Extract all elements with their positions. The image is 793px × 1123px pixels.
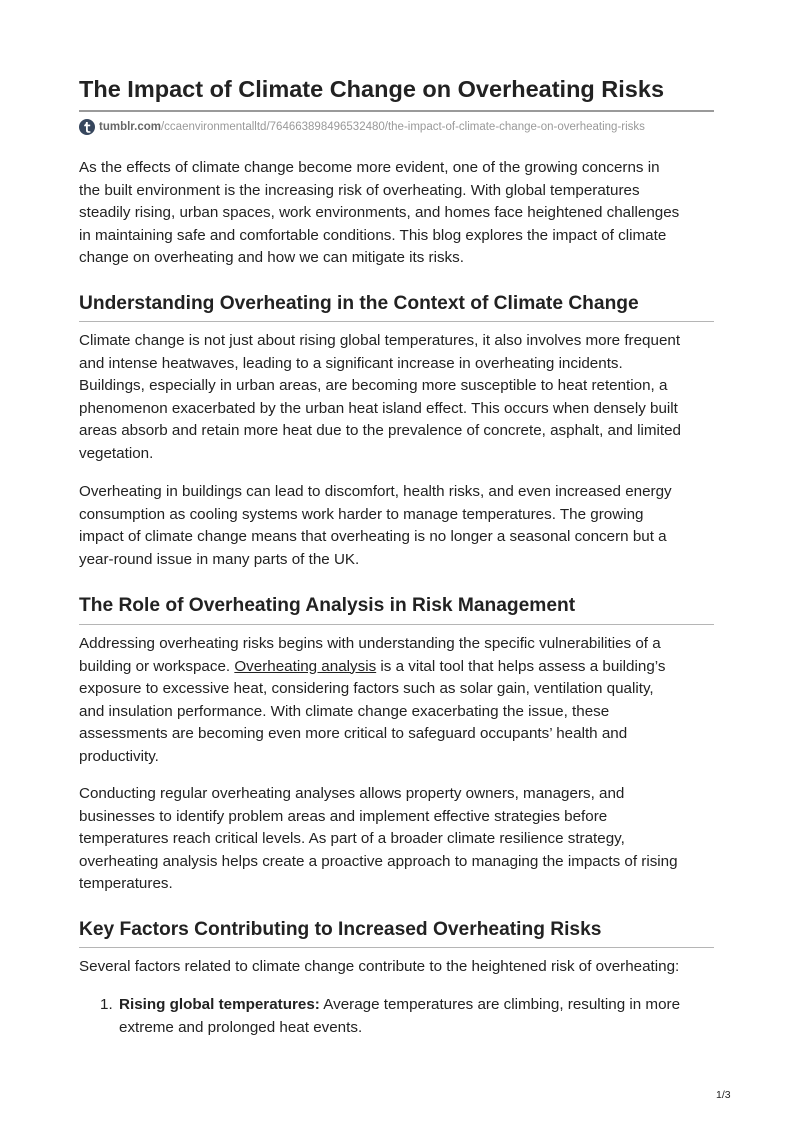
text-line: Addressing overheating risks begins with understanding the specific vulnerabilities of a — [79, 635, 661, 652]
text-line: in maintaining safe and comfortable conditions. This blog explores the impact of climate — [79, 226, 667, 244]
section-divider — [79, 321, 714, 322]
text-line: exposure to excessive heat, considering factors such as solar gain, ventilation quality, — [79, 680, 654, 697]
text-line: extreme and prolonged heat events. — [119, 1018, 363, 1036]
text-line: businesses to identify problem areas and implement effective strategies before — [79, 807, 608, 825]
text-line: impact of climate change means that overheating is no longer a seasonal concern but a — [79, 528, 667, 545]
tumblr-icon — [79, 119, 95, 135]
list-item — [79, 994, 719, 1039]
section-heading: Understanding Overheating in the Context of Climate Change — [79, 293, 639, 314]
section-paragraph — [79, 481, 719, 571]
text-line: overheating analysis helps create a proactive approach to managing the impacts of rising — [79, 852, 678, 870]
intro-paragraph — [79, 157, 719, 270]
section-paragraph — [79, 330, 719, 465]
source-path[interactable]: /ccaenvironmentalltd/764663898496532480/the-impact-of-climate-change-on-overheating-risks — [160, 121, 645, 133]
factors-list — [79, 994, 719, 1039]
text-line: Several factors related to climate change contribute to the heightened risk of overheating: — [79, 958, 680, 975]
text-line: vegetation. — [79, 444, 154, 462]
text-line: Climate change is not just about rising global temperatures, it also involves more frequent — [79, 332, 681, 349]
section-divider — [79, 624, 714, 625]
list-item-title: Rising global temperatures: — [119, 996, 320, 1013]
text-line: and insulation performance. With climate change exacerbating the issue, these — [79, 702, 610, 720]
text-line: assessments are becoming even more critical to safeguard occupants’ health and — [79, 725, 628, 742]
text-segment: building or workspace. — [79, 657, 235, 675]
section-heading: The Role of Overheating Analysis in Risk Management — [79, 595, 576, 616]
text-line: phenomenon exacerbated by the urban heat island effect. This occurs when densely built — [79, 399, 678, 417]
section-paragraph — [79, 633, 719, 768]
text-line: temperatures reach critical levels. As part of a broader climate resilience strategy, — [79, 830, 625, 847]
section-paragraph — [79, 956, 719, 979]
text-line: temperatures. — [79, 875, 173, 892]
section-divider — [79, 947, 714, 948]
text-line: Conducting regular overheating analyses allows property owners, managers, and — [79, 785, 625, 802]
list-number: 1. — [100, 996, 113, 1013]
text-segment: is a vital tool that helps assess a building’s — [376, 657, 666, 675]
source-line — [79, 118, 645, 136]
text-line: Overheating in buildings can lead to discomfort, health risks, and even increased energy — [79, 483, 672, 500]
text-line: change on overheating and how we can mitigate its risks. — [79, 249, 464, 266]
text-line: Buildings, especially in urban areas, are becoming more susceptible to heat retention, a — [79, 377, 668, 394]
text-line: steadily rising, urban spaces, work environments, and homes face heightened challenges — [79, 204, 680, 221]
section-heading: Key Factors Contributing to Increased Overheating Risks — [79, 919, 602, 940]
section-paragraph — [79, 783, 719, 896]
text-line: As the effects of climate change become more evident, one of the growing concerns in — [79, 159, 660, 176]
text-line — [119, 994, 719, 1017]
text-line: consumption as cooling systems work harder to manage temperatures. The growing — [79, 505, 644, 523]
text-line: and intense heatwaves, leading to a significant increase in overheating incidents. — [79, 354, 623, 372]
overheating-analysis-link[interactable]: Overheating analysis — [234, 657, 377, 675]
title-divider — [79, 110, 714, 112]
text-segment: Average temperatures are climbing, resulting in more — [319, 996, 681, 1013]
text-line: the built environment is the increasing risk of overheating. With global temperatures — [79, 181, 640, 199]
text-line: year-round issue in many parts of the UK. — [79, 550, 360, 568]
page-number: 1/3 — [716, 1089, 731, 1101]
text-line: productivity. — [79, 747, 159, 765]
source-domain[interactable]: tumblr.com — [99, 121, 161, 133]
text-line: areas absorb and retain more heat due to the prevalence of concrete, asphalt, and limited — [79, 422, 681, 439]
article-title: The Impact of Climate Change on Overheating Risks — [79, 76, 665, 102]
text-line — [79, 656, 719, 679]
